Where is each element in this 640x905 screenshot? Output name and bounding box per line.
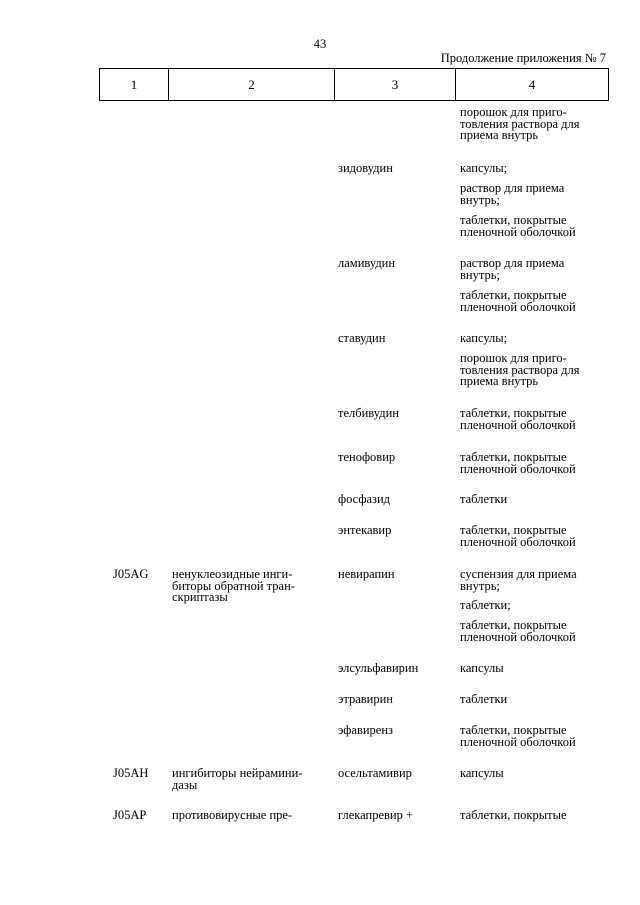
cell-line: пленочной оболочкой bbox=[460, 461, 576, 476]
drug-name-cell bbox=[338, 494, 390, 506]
cell-line: пленочной оболочкой bbox=[460, 734, 576, 749]
code-cell bbox=[113, 810, 146, 822]
cell-line: капсулы; bbox=[460, 161, 508, 175]
cell-line: таблетки, покрытые bbox=[460, 450, 567, 464]
dosage-form-cell bbox=[460, 569, 577, 592]
cell-line: таблетки, покрытые bbox=[460, 618, 567, 632]
cell-line: биторы обратной тран- bbox=[172, 578, 295, 593]
page-number: 43 bbox=[313, 37, 327, 51]
cell-line: ненуклеозидные инги- bbox=[172, 567, 293, 581]
cell-line: таблетки, покрытые bbox=[460, 523, 567, 537]
cell-line: зидовудин bbox=[338, 161, 393, 175]
cell-line: приема внутрь bbox=[460, 374, 539, 388]
dosage-form-cell bbox=[460, 107, 579, 142]
group-name-cell bbox=[172, 768, 302, 791]
cell-line: таблетки, покрытые bbox=[460, 213, 567, 227]
cell-line: товления раствора для bbox=[460, 362, 580, 377]
cell-line: пленочной оболочкой bbox=[460, 534, 576, 549]
cell-line: раствор для приема bbox=[460, 256, 565, 270]
cell-line: внутрь; bbox=[460, 267, 500, 282]
cell-line: ставудин bbox=[338, 331, 386, 345]
dosage-form-cell bbox=[460, 620, 576, 643]
table-header bbox=[99, 68, 609, 101]
drug-name-cell bbox=[338, 408, 399, 420]
cell-line: пленочной оболочкой bbox=[460, 299, 576, 314]
dosage-form-cell bbox=[460, 290, 576, 313]
cell-line: внутрь; bbox=[460, 192, 500, 207]
cell-line: ингибиторы нейрамини- bbox=[172, 766, 303, 780]
cell-line: телбивудин bbox=[338, 406, 399, 420]
cell-line: пленочной оболочкой bbox=[460, 629, 576, 644]
dosage-form-cell bbox=[460, 353, 579, 388]
drug-name-cell bbox=[338, 525, 391, 537]
dosage-form-cell bbox=[460, 408, 576, 431]
cell-line: порошок для приго- bbox=[460, 105, 567, 119]
dosage-form-cell bbox=[460, 725, 576, 748]
drug-name-cell bbox=[338, 163, 393, 175]
header-col-3: 3 bbox=[335, 69, 456, 100]
cell-line: таблетки bbox=[460, 692, 508, 706]
drug-name-cell bbox=[338, 258, 395, 270]
cell-line: раствор для приема bbox=[460, 181, 565, 195]
cell-line: капсулы; bbox=[460, 331, 508, 345]
drug-name-cell bbox=[338, 810, 413, 822]
cell-line: глекапревир + bbox=[338, 808, 414, 822]
group-name-cell bbox=[172, 810, 292, 822]
cell-line: таблетки, покрытые bbox=[460, 288, 567, 302]
cell-line: таблетки, покрытые bbox=[460, 808, 567, 822]
drug-name-cell bbox=[338, 452, 395, 464]
group-name-cell bbox=[172, 569, 295, 604]
drug-name-cell bbox=[338, 333, 385, 345]
cell-line: J05AH bbox=[113, 766, 149, 780]
dosage-form-cell bbox=[460, 768, 504, 780]
code-cell bbox=[113, 569, 148, 581]
cell-line: таблетки, покрытые bbox=[460, 723, 567, 737]
cell-line: капсулы bbox=[460, 661, 504, 675]
dosage-form-cell bbox=[460, 183, 564, 206]
cell-line: противовирусные пре- bbox=[172, 808, 293, 822]
continuation-label: Продолжение приложения № 7 bbox=[440, 51, 606, 65]
dosage-form-cell bbox=[460, 810, 567, 822]
dosage-form-cell bbox=[460, 600, 511, 612]
cell-line: J05AG bbox=[113, 567, 149, 581]
dosage-form-cell bbox=[460, 333, 507, 345]
cell-line: тенофовир bbox=[338, 450, 396, 464]
cell-line: невирапин bbox=[338, 567, 395, 581]
dosage-form-cell bbox=[460, 694, 507, 706]
cell-line: товления раствора для bbox=[460, 116, 580, 131]
drug-name-cell bbox=[338, 663, 418, 675]
dosage-form-cell bbox=[460, 663, 504, 675]
cell-line: энтекавир bbox=[338, 523, 392, 537]
cell-line: порошок для приго- bbox=[460, 351, 567, 365]
cell-line: пленочной оболочкой bbox=[460, 417, 576, 432]
cell-line: приема внутрь bbox=[460, 128, 539, 142]
cell-line: таблетки; bbox=[460, 598, 511, 612]
drug-name-cell bbox=[338, 694, 393, 706]
dosage-form-cell bbox=[460, 258, 564, 281]
cell-line: капсулы bbox=[460, 766, 504, 780]
code-cell bbox=[113, 768, 148, 780]
cell-line: пленочной оболочкой bbox=[460, 224, 576, 239]
cell-line: внутрь; bbox=[460, 578, 500, 593]
dosage-form-cell bbox=[460, 494, 507, 506]
cell-line: таблетки bbox=[460, 492, 508, 506]
drug-name-cell bbox=[338, 725, 393, 737]
header-col-2: 2 bbox=[169, 69, 335, 100]
cell-line: J05AP bbox=[113, 808, 147, 822]
drug-name-cell bbox=[338, 569, 395, 581]
dosage-form-cell bbox=[460, 163, 507, 175]
cell-line: скриптазы bbox=[172, 590, 228, 604]
cell-line: осельтамивир bbox=[338, 766, 412, 780]
header-col-1: 1 bbox=[100, 69, 169, 100]
dosage-form-cell bbox=[460, 452, 576, 475]
dosage-form-cell bbox=[460, 215, 576, 238]
dosage-form-cell bbox=[460, 525, 576, 548]
cell-line: фосфазид bbox=[338, 492, 390, 506]
cell-line: этравирин bbox=[338, 692, 393, 706]
cell-line: элсульфавирин bbox=[338, 661, 419, 675]
cell-line: таблетки, покрытые bbox=[460, 406, 567, 420]
header-col-4: 4 bbox=[528, 76, 536, 92]
cell-line: суспензия для приема bbox=[460, 567, 577, 581]
cell-line: дазы bbox=[172, 777, 198, 792]
cell-line: ламивудин bbox=[338, 256, 396, 270]
cell-line: эфавиренз bbox=[338, 723, 393, 737]
drug-name-cell bbox=[338, 768, 412, 780]
